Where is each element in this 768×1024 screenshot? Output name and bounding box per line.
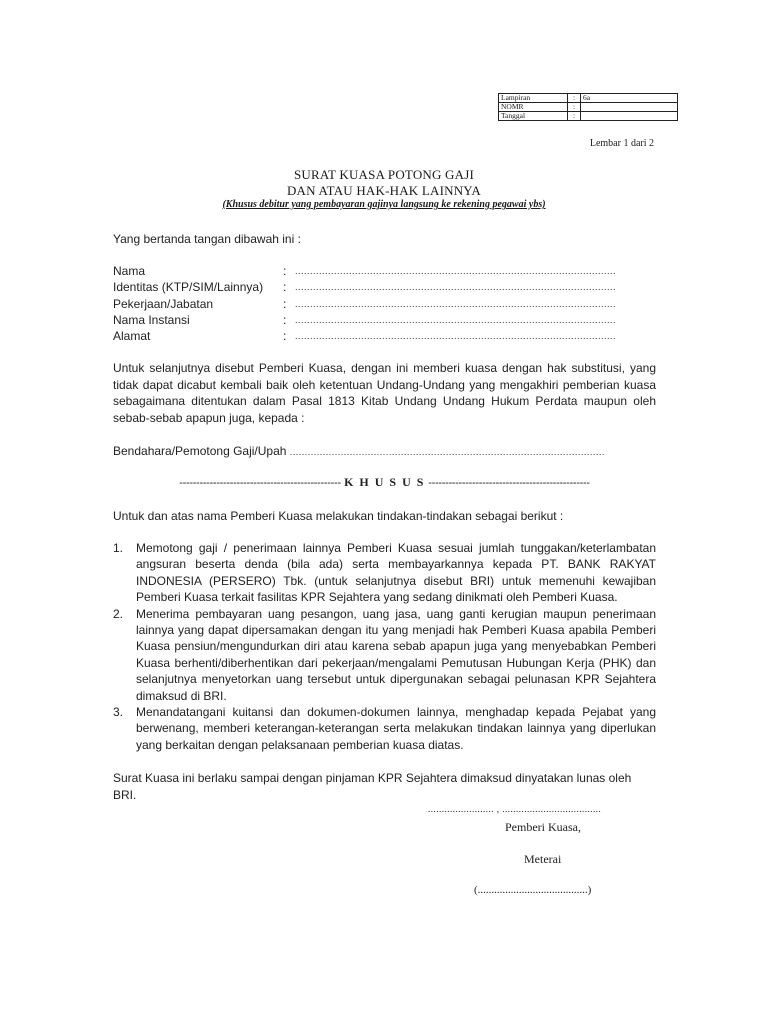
field-label: Nama <box>113 264 146 278</box>
info-row <box>499 103 678 112</box>
khusus-dash-left: ------------------------------------------------ <box>179 477 341 489</box>
info-cell-colon: : <box>568 103 581 112</box>
sheet-counter: Lembar 1 dari 2 <box>589 138 654 149</box>
field-label: Pekerjaan/Jabatan <box>113 296 214 311</box>
field-dots: ........................................................................................................... <box>295 266 617 276</box>
khusus-divider <box>113 474 656 492</box>
action-list <box>113 540 656 753</box>
attachment-info-table <box>498 93 678 121</box>
identity-fields <box>113 263 656 344</box>
intro-text: Yang bertanda tangan dibawah ini : <box>113 232 301 246</box>
info-row <box>499 94 678 103</box>
field-colon: : <box>283 312 287 327</box>
list-item <box>113 606 656 704</box>
list-item <box>113 704 656 753</box>
field-row <box>113 279 656 295</box>
title-line-2: DAN ATAU HAK-HAK LAINNYA <box>286 183 482 198</box>
field-row <box>113 328 656 344</box>
list-item <box>113 540 656 606</box>
info-cell-value: 6a <box>581 94 678 103</box>
list-item-text: Menandatangani kuitansi dan dokumen-dokumen lainnya, menghadap kepada Pejabat yang berwenang, memberi keterangan-keterangan serta melakukan tindakan lainnya yang diperlukan yang berkaitan dengan pelaksanaan pemberian kuasa diatas. <box>136 705 656 752</box>
list-item-text: Memotong gaji / penerimaan lainnya Pemberi Kuasa sesuai jumlah tunggakan/keterlambatan angsuran beserta denda (bila ada) serta membayarkannya kepada PT. BANK RAKYAT INDONESIA (PERSERO) Tbk. (untuk selanjutnya disebut BRI) untuk memenuhi kewajiban Pemberi Kuasa terkait fasilitas KPR Sejahtera yang sedang dinikmati oleh Pemberi Kuasa. <box>136 541 656 605</box>
field-label: Nama Instansi <box>113 312 190 327</box>
field-row <box>113 263 656 279</box>
list-item-number: 2. <box>113 606 124 621</box>
info-cell-value <box>581 103 678 112</box>
info-cell-key: Lampiran <box>499 94 568 103</box>
bendahara-label: Bendahara/Pemotong Gaji/Upah <box>113 444 287 458</box>
field-colon: : <box>283 264 287 278</box>
list-item-number: 3. <box>113 705 124 720</box>
field-dots: ........................................................................................................... <box>295 282 617 293</box>
stamp-duty-label: Meterai <box>524 852 562 866</box>
bendahara-line <box>113 443 656 461</box>
bendahara-dots: ......................................................................................................... <box>289 447 605 457</box>
field-label: Alamat <box>113 329 151 344</box>
field-dots: ........................................................................................................... <box>295 298 617 309</box>
info-cell-colon: : <box>568 112 581 121</box>
closing-paragraph: Surat Kuasa ini berlaku sampai dengan pinjaman KPR Sejahtera dimaksud dinyatakan lunas oleh BRI. <box>113 771 632 802</box>
field-colon: : <box>283 280 287 295</box>
list-item-text: Menerima pembayaran uang pesangon, uang jasa, uang ganti kerugian maupun penerimaan lainnya yang dapat dipersamakan dengan itu yang menjadi hak Pemberi Kuasa apabila Pemberi Kuasa pensiun/mengundurkan diri atau karena sebab apapun juga yang menyebabkan Pemberi Kuasa berhenti/diberhentikan dari pekerjaan/mengalami Pemutusan Hubungan Kerja (PHK) dan selanjutnya menyetorkan uang tersebut untuk dipergunakan sebagai pelunasan KPR Sejahtera dimaksud di BRI. <box>136 606 656 703</box>
place-date-line: ........................ , .................................... <box>428 804 602 814</box>
title-line-1: SURAT KUASA POTONG GAJI <box>293 167 474 182</box>
field-row <box>113 296 656 312</box>
info-row <box>499 112 678 121</box>
info-cell-key: Tanggal <box>499 112 568 121</box>
subtitle: (Khusus debitur yang pembayaran gajinya langsung ke rekening pegawai ybs) <box>222 199 546 210</box>
khusus-dash-right: ------------------------------------------------ <box>428 477 590 489</box>
list-item-number: 1. <box>113 541 124 555</box>
info-cell-key: NOMR <box>499 103 568 112</box>
action-intro: Untuk dan atas nama Pemberi Kuasa melakukan tindakan-tindakan sebagai berikut : <box>113 509 564 523</box>
field-label: Identitas (KTP/SIM/Lainnya) <box>113 280 264 295</box>
field-dots: ........................................................................................................... <box>295 314 617 325</box>
signer-role: Pemberi Kuasa, <box>505 820 581 834</box>
field-colon: : <box>283 329 287 344</box>
authorization-paragraph: Untuk selanjutnya disebut Pemberi Kuasa, dengan ini memberi kuasa dengan hak substitusi, yang tidak dapat dicabut kembali baik oleh ketentuan Undang-Undang yang mengakhiri pemberian kuasa sebagaimana ditentukan dalam Pasal 1813 Kitab Undang Undang Hukum Perdata maupun oleh sebab-sebab apapun juga, kepada : <box>113 361 656 425</box>
khusus-heading: K H U S U S <box>344 475 425 489</box>
info-cell-colon: : <box>568 94 581 103</box>
info-cell-value <box>581 112 678 121</box>
signer-name-line: (........................................) <box>474 884 592 896</box>
field-dots: ........................................................................................................... <box>295 331 617 342</box>
field-row <box>113 312 656 328</box>
field-colon: : <box>283 296 287 311</box>
